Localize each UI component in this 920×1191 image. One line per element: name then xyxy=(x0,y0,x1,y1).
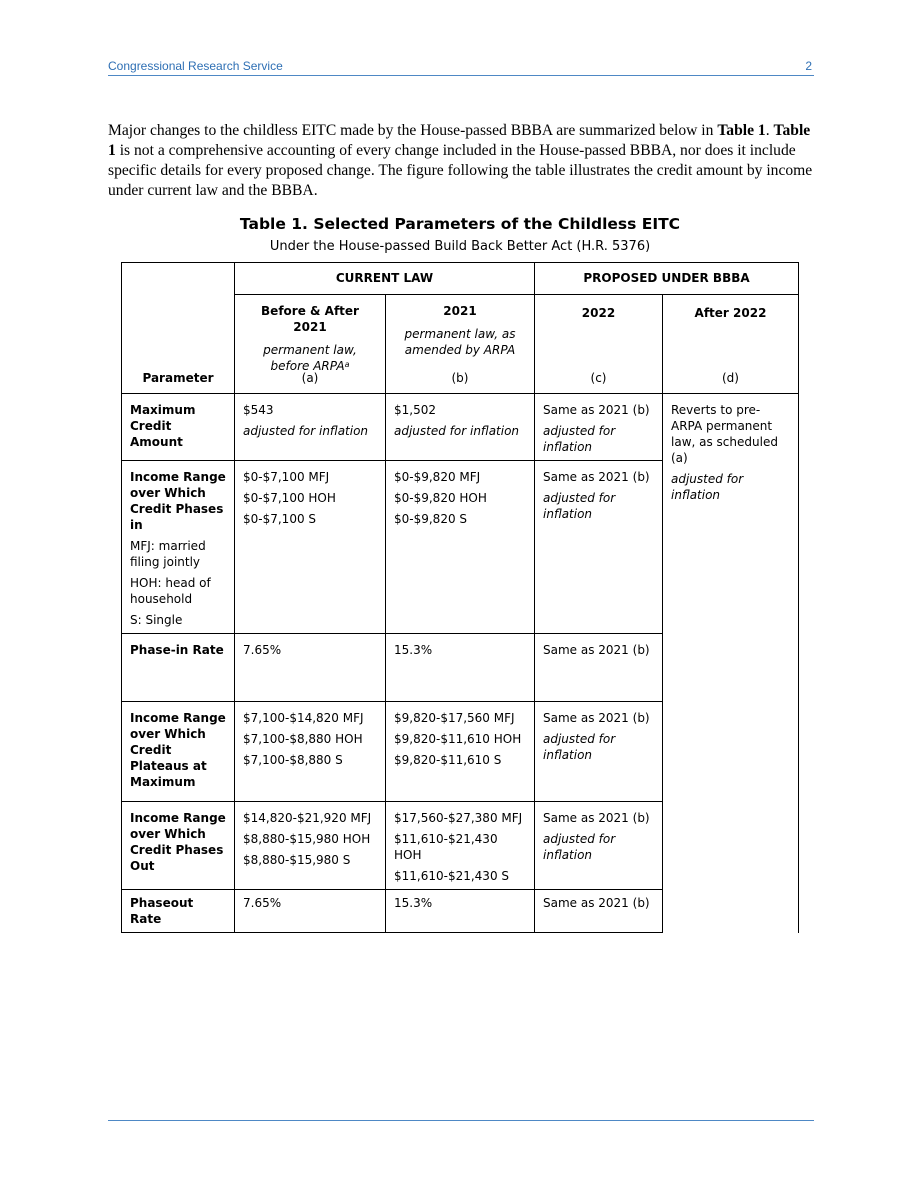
cell-a: 7.65% xyxy=(235,634,386,702)
row-param-phase-in-rate: Phase-in Rate xyxy=(122,634,235,702)
cell-value: $0-$7,100 S xyxy=(243,512,317,526)
intro-text-3: is not a comprehensive accounting of every change included in the House-passed BBBA, nor does it include specific details for every proposed change. The figure following the table illustrates the credit amount by income under current law and the BBBA. xyxy=(108,142,813,199)
cell-note: adjusted for inflation xyxy=(543,424,616,454)
param-note: MFJ: married filing jointly xyxy=(130,539,206,569)
eitc-parameters-table xyxy=(121,262,799,933)
intro-text-1: Major changes to the childless EITC made by the House-passed BBBA are summarized below in xyxy=(108,122,718,139)
cell-note: adjusted for inflation xyxy=(394,424,520,438)
table-ref-link: Table 1 xyxy=(717,122,766,139)
cell-a xyxy=(235,802,386,890)
cell-b: 15.3% xyxy=(386,890,535,933)
cell-value: $8,880-$15,980 S xyxy=(243,853,351,867)
cell-value: $17,560-$27,380 MFJ xyxy=(394,811,523,825)
cell-b xyxy=(386,461,535,634)
cell-value: $0-$7,100 HOH xyxy=(243,491,336,505)
table-subtitle: Under the House-passed Build Back Better Act (H.R. 5376) xyxy=(269,239,651,254)
column-b-note: permanent law, as amended by ARPA xyxy=(404,327,516,357)
cell-value: $0-$7,100 MFJ xyxy=(243,470,330,484)
cell-value: Same as 2021 (b) xyxy=(543,403,650,417)
cell-a xyxy=(235,394,386,461)
cell-value: Same as 2021 (b) xyxy=(543,711,650,725)
column-header-d xyxy=(663,295,799,394)
column-b-letter: (b) xyxy=(451,371,469,385)
cell-b xyxy=(386,394,535,461)
cell-value: $0-$9,820 S xyxy=(394,512,468,526)
column-c-title: 2022 xyxy=(581,306,616,320)
column-a-note: permanent law, before ARPA$^a$ xyxy=(263,343,357,373)
cell-value: $1,502 xyxy=(394,403,436,417)
parameter-header: Parameter xyxy=(122,263,235,394)
cell-note: adjusted for inflation xyxy=(543,732,616,762)
cell-b xyxy=(386,802,535,890)
current-law-header: CURRENT LAW xyxy=(235,263,535,295)
column-header-b xyxy=(386,295,535,394)
cell-value: $0-$9,820 HOH xyxy=(394,491,487,505)
page-header xyxy=(108,59,814,76)
row-param-phase-in-range xyxy=(122,461,235,634)
cell-note: adjusted for inflation xyxy=(543,832,616,862)
column-b-title: 2021 xyxy=(443,304,477,318)
cell-b: 15.3% xyxy=(386,634,535,702)
cell-value: $9,820-$17,560 MFJ xyxy=(394,711,515,725)
table-group-header-row xyxy=(122,263,799,295)
column-a-title: Before & After 2021 xyxy=(261,304,359,334)
param-note: HOH: head of household xyxy=(130,576,211,606)
cell-value: $543 xyxy=(243,403,274,417)
cell-value: $0-$9,820 MFJ xyxy=(394,470,481,484)
param-note: S: Single xyxy=(130,613,183,627)
cell-value: $7,100-$14,820 MFJ xyxy=(243,711,364,725)
cell-note: adjusted for inflation xyxy=(243,424,369,438)
footnote-marker: a xyxy=(344,360,350,369)
cell-value: $8,880-$15,980 HOH xyxy=(243,832,371,846)
row-param-max-credit: Maximum Credit Amount xyxy=(122,394,235,461)
cell-value: Same as 2021 (b) xyxy=(543,811,650,825)
table-ref-link: Table 1 xyxy=(108,122,811,159)
column-d-title: After 2022 xyxy=(694,306,767,320)
cell-value: $7,100-$8,880 HOH xyxy=(243,732,363,746)
column-header-a xyxy=(235,295,386,394)
cell-c xyxy=(535,394,663,461)
proposed-bbba-header: PROPOSED UNDER BBBA xyxy=(535,263,799,295)
cell-value: $14,820-$21,920 MFJ xyxy=(243,811,372,825)
row-param-plateau-range: Income Range over Which Credit Plateaus at Maximum xyxy=(122,702,235,802)
column-header-c xyxy=(535,295,663,394)
cell-a: 7.65% xyxy=(235,890,386,933)
cell-value: $7,100-$8,880 S xyxy=(243,753,343,767)
column-d-letter: (d) xyxy=(722,371,739,385)
cell-b xyxy=(386,702,535,802)
cell-value: $11,610-$21,430 HOH xyxy=(394,832,498,862)
cell-value: $9,820-$11,610 HOH xyxy=(394,732,522,746)
param-label: Income Range over Which Credit Phases in xyxy=(130,470,226,532)
column-c-letter: (c) xyxy=(590,371,607,385)
cell-a xyxy=(235,461,386,634)
cell-c xyxy=(535,702,663,802)
row-param-phaseout-rate: Phaseout Rate xyxy=(122,890,235,933)
cell-value: $9,820-$11,610 S xyxy=(394,753,502,767)
cell-a xyxy=(235,702,386,802)
cell-c xyxy=(535,461,663,634)
intro-paragraph xyxy=(108,121,818,201)
table-title: Table 1. Selected Parameters of the Childless EITC xyxy=(239,215,681,233)
cell-c xyxy=(535,802,663,890)
cell-c: Same as 2021 (b) xyxy=(535,634,663,702)
column-a-letter: (a) xyxy=(301,371,319,385)
cell-value: $11,610-$21,430 S xyxy=(394,869,510,883)
after-2022-note: adjusted for inflation xyxy=(671,472,744,502)
cell-note: adjusted for inflation xyxy=(543,491,616,521)
footer-divider xyxy=(108,1120,814,1121)
intro-text-2: . xyxy=(765,122,774,139)
cell-after-2022 xyxy=(663,394,799,933)
page-number: 2 xyxy=(805,59,812,73)
cell-value: Same as 2021 (b) xyxy=(543,470,650,484)
header-publisher: Congressional Research Service xyxy=(108,59,283,73)
row-param-phase-out-range: Income Range over Which Credit Phases Out xyxy=(122,802,235,890)
table-row xyxy=(122,394,799,461)
after-2022-value: Reverts to pre-ARPA permanent law, as scheduled (a) xyxy=(671,403,778,465)
cell-c: Same as 2021 (b) xyxy=(535,890,663,933)
